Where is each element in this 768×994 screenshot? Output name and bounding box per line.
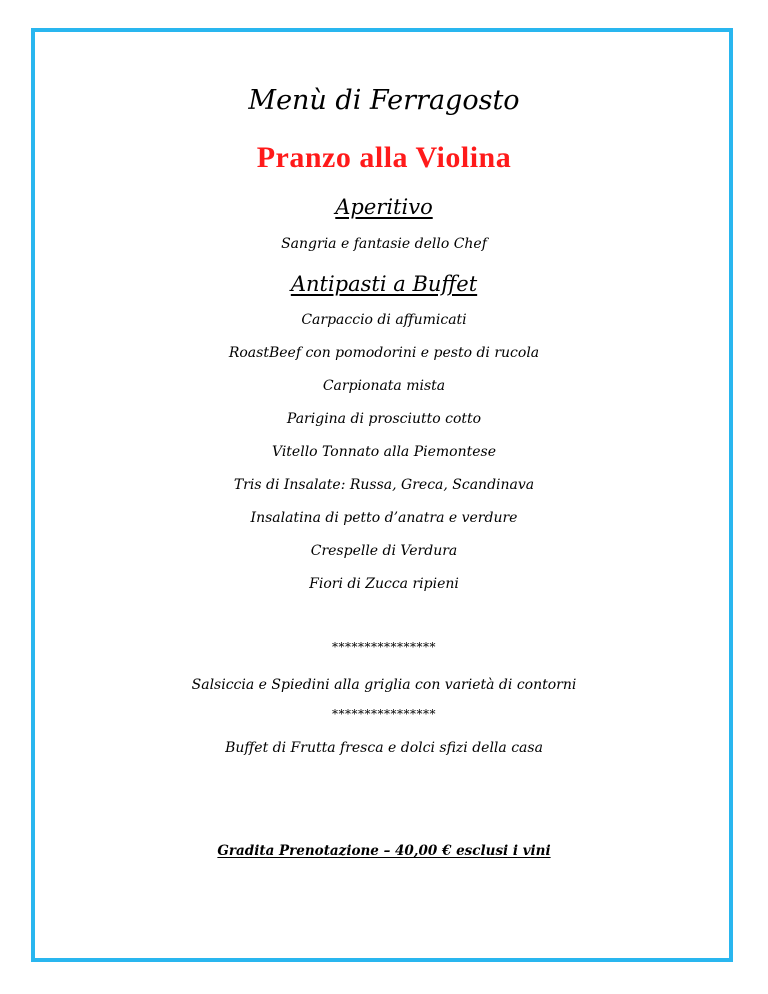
menu-title: Menù di Ferragosto [248,85,520,116]
antipasti-item: Vitello Tonnato alla Piemontese [271,444,497,460]
separator: **************** [332,640,436,654]
main-course: Salsiccia e Spiedini alla griglia con varietà di contorni [191,677,577,693]
antipasti-item: Insalatina di petto d’anatra e verdure [250,510,518,526]
aperitivo-heading: Aperitivo [335,195,433,219]
antipasti-item: Tris di Insalate: Russa, Greca, Scandinava [233,477,535,493]
antipasti-item: Carpionata mista [322,378,446,394]
antipasti-item: RoastBeef con pomodorini e pesto di rucola [228,345,540,361]
dessert: Buffet di Frutta fresca e dolci sfizi della casa [225,740,543,756]
antipasti-heading: Antipasti a Buffet [290,272,478,296]
reservation-note: Gradita Prenotazione – 40,00 € esclusi i vini [217,843,551,859]
antipasti-item: Crespelle di Verdura [310,543,458,559]
antipasti-item: Parigina di prosciutto cotto [286,411,482,427]
antipasti-item: Fiori di Zucca ripieni [309,576,459,592]
antipasti-item: Carpaccio di affumicati [301,312,467,328]
separator: **************** [332,707,436,721]
menu-subtitle: Pranzo alla Violina [256,141,512,174]
aperitivo-item: Sangria e fantasie dello Chef [281,236,487,252]
